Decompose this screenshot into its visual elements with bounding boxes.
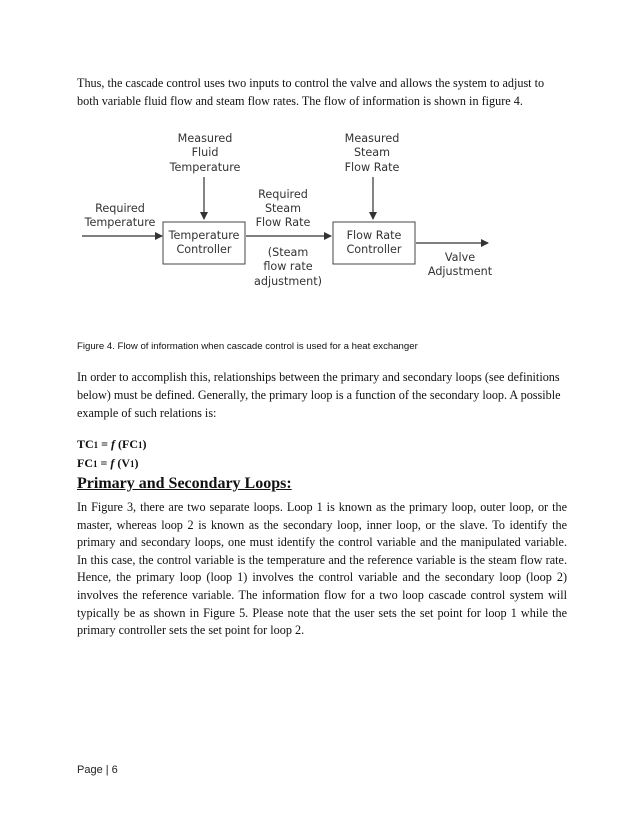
measured-fluid-label-3: Temperature [169,161,241,174]
steam-adjust-label-2: flow rate [263,260,313,273]
relations-paragraph: In order to accomplish this, relationships between the primary and secondary loops (see definitions below) must be defined. Generally, the primary loop is a function of the secondary loop. A possible example of such relations is: [77,370,561,420]
page-number: Page | 6 [77,764,118,776]
valve-adjustment-label-2: Adjustment [427,265,493,278]
flow-rate-controller-label-2: Controller [346,243,402,256]
measured-fluid-label-1: Measured [177,132,233,145]
measured-steam-label-1: Measured [344,132,400,145]
measured-fluid-label-2: Fluid [191,146,219,159]
required-temperature-label-1: Required [95,202,145,215]
temperature-controller-label-1: Temperature [168,229,240,242]
valve-adjustment-label-1: Valve [444,251,476,264]
intro-paragraph: Thus, the cascade control uses two inputs to control the valve and allows the system to adjust to both variable fluid flow and steam flow rates. The flow of information is shown in figure 4. [77,76,545,108]
required-steam-label-3: Flow Rate [255,216,311,229]
figure-caption: Figure 4. Flow of information when cascade control is used for a heat exchanger [77,341,418,352]
required-steam-label-1: Required [258,188,308,201]
required-temperature-label-2: Temperature [84,216,156,229]
equation-1: TC1 = f (FC1) [77,437,147,451]
measured-steam-label-3: Flow Rate [344,161,400,174]
flow-rate-controller-label-1: Flow Rate [346,229,402,242]
steam-adjust-label-3: adjustment) [254,275,322,288]
required-steam-label-2: Steam [264,202,302,215]
measured-steam-label-2: Steam [353,146,391,159]
section-heading: Primary and Secondary Loops: [77,475,292,492]
steam-adjust-label-1: (Steam [267,246,309,259]
loops-paragraph: In Figure 3, there are two separate loops. Loop 1 is known as the primary loop, outer loop, or the master, whereas loop 2 is known as the secondary loop, inner loop, or the slave. To identify the primary and secondary loops, one must identify the control variable and the manipulated variable. In this case, the control variable is the temperature and the reference variable is the steam flow rate. Hence, the primary loop (loop 1) involves the control variable and the secondary loop (loop 2) involves the reference variable. The information flow for a two loop cascade control system will typically be as shown in Figure 5. Please note that the user sets the set point for loop 1 while the primary controller sets the set point for loop 2. [77,500,567,638]
information-flow-diagram [0,0,638,340]
equation-2: FC1 = f (V1) [77,456,139,470]
temperature-controller-label-2: Controller [176,243,232,256]
